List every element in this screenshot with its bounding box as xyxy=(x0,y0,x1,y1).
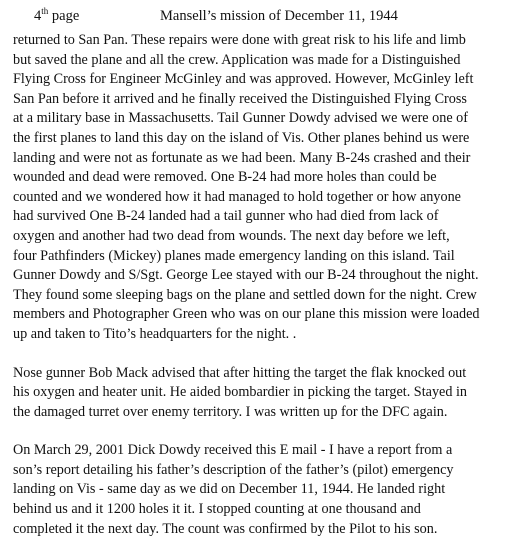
text-line: the damaged turret over enemy territory. I was written up for the DFC again. xyxy=(13,403,448,420)
page-number xyxy=(34,7,79,25)
text-line: son’s report detailing his father’s description of the father’s (pilot) emergency xyxy=(13,461,454,478)
text-line: landing on Vis - same day as we did on December 11, 1944. He landed right xyxy=(13,481,446,498)
text-line: completed it the next day. The count was confirmed by the Pilot to his son. xyxy=(13,520,438,537)
text-line: Gunner Dowdy and S/Sgt. George Lee stayed with our B-24 throughout the night. xyxy=(13,267,479,284)
text-line: had survived One B-24 landed had a tail gunner who had died from lack of xyxy=(13,208,439,225)
text-line: Nose gunner Bob Mack advised that after hitting the target the flak knocked out xyxy=(13,364,467,381)
paragraph xyxy=(13,364,518,423)
page-header xyxy=(34,7,504,25)
text-line: San Pan before it arrived and he finally received the Distinguished Flying Cross xyxy=(13,90,467,107)
text-line: at a military base in Massachusetts. Tail Gunner Dowdy advised we were one of xyxy=(13,110,468,127)
page-number-suffix: th xyxy=(41,6,49,17)
text-line: behind us and it 1200 holes it it. I stopped counting at one thousand and xyxy=(13,501,421,518)
text-line: his oxygen and heater unit. He aided bombardier in picking the target. Stayed in xyxy=(13,384,468,401)
text-line: counted and we wondered how it had managed to hold together or how anyone xyxy=(13,188,461,205)
text-line: up and taken to Tito’s headquarters for the night. . xyxy=(13,325,297,342)
text-line: On March 29, 2001 Dick Dowdy received this E mail - I have a report from a xyxy=(13,442,453,459)
text-line: members and Photographer Green who was on our plane this mission were loaded xyxy=(13,306,480,323)
page-number-word: page xyxy=(48,8,80,24)
text-line: four Pathfinders (Mickey) planes made emergency landing on this island. Tail xyxy=(13,247,455,264)
page-number-digit: 4 xyxy=(34,8,42,24)
text-line: oxygen and another had two dead from wounds. The next day before we left, xyxy=(13,227,450,244)
paragraph xyxy=(13,441,518,539)
text-line: but saved the plane and all the crew. Application was made for a Distinguished xyxy=(13,51,461,68)
text-line: landing and were not as fortunate as we had been. Many B-24s crashed and their xyxy=(13,149,471,166)
text-line: Flying Cross for Engineer McGinley and was approved. However, McGinley left xyxy=(13,71,474,88)
text-line: wounded and dead were removed. One B-24 had more holes than could be xyxy=(13,169,437,186)
text-line: the first planes to land this day on the island of Vis. Other planes behind us were xyxy=(13,129,470,146)
header-title: Mansell’s mission of December 11, 1944 xyxy=(160,8,398,24)
text-line: returned to San Pan. These repairs were done with great risk to his life and limb xyxy=(13,32,466,48)
paragraph xyxy=(13,31,518,345)
text-line: They found some sleeping bags on the plane and settled down for the night. Crew xyxy=(13,286,477,303)
paragraph-gap xyxy=(13,422,518,441)
document-body xyxy=(13,31,518,539)
paragraph-gap xyxy=(13,345,518,364)
